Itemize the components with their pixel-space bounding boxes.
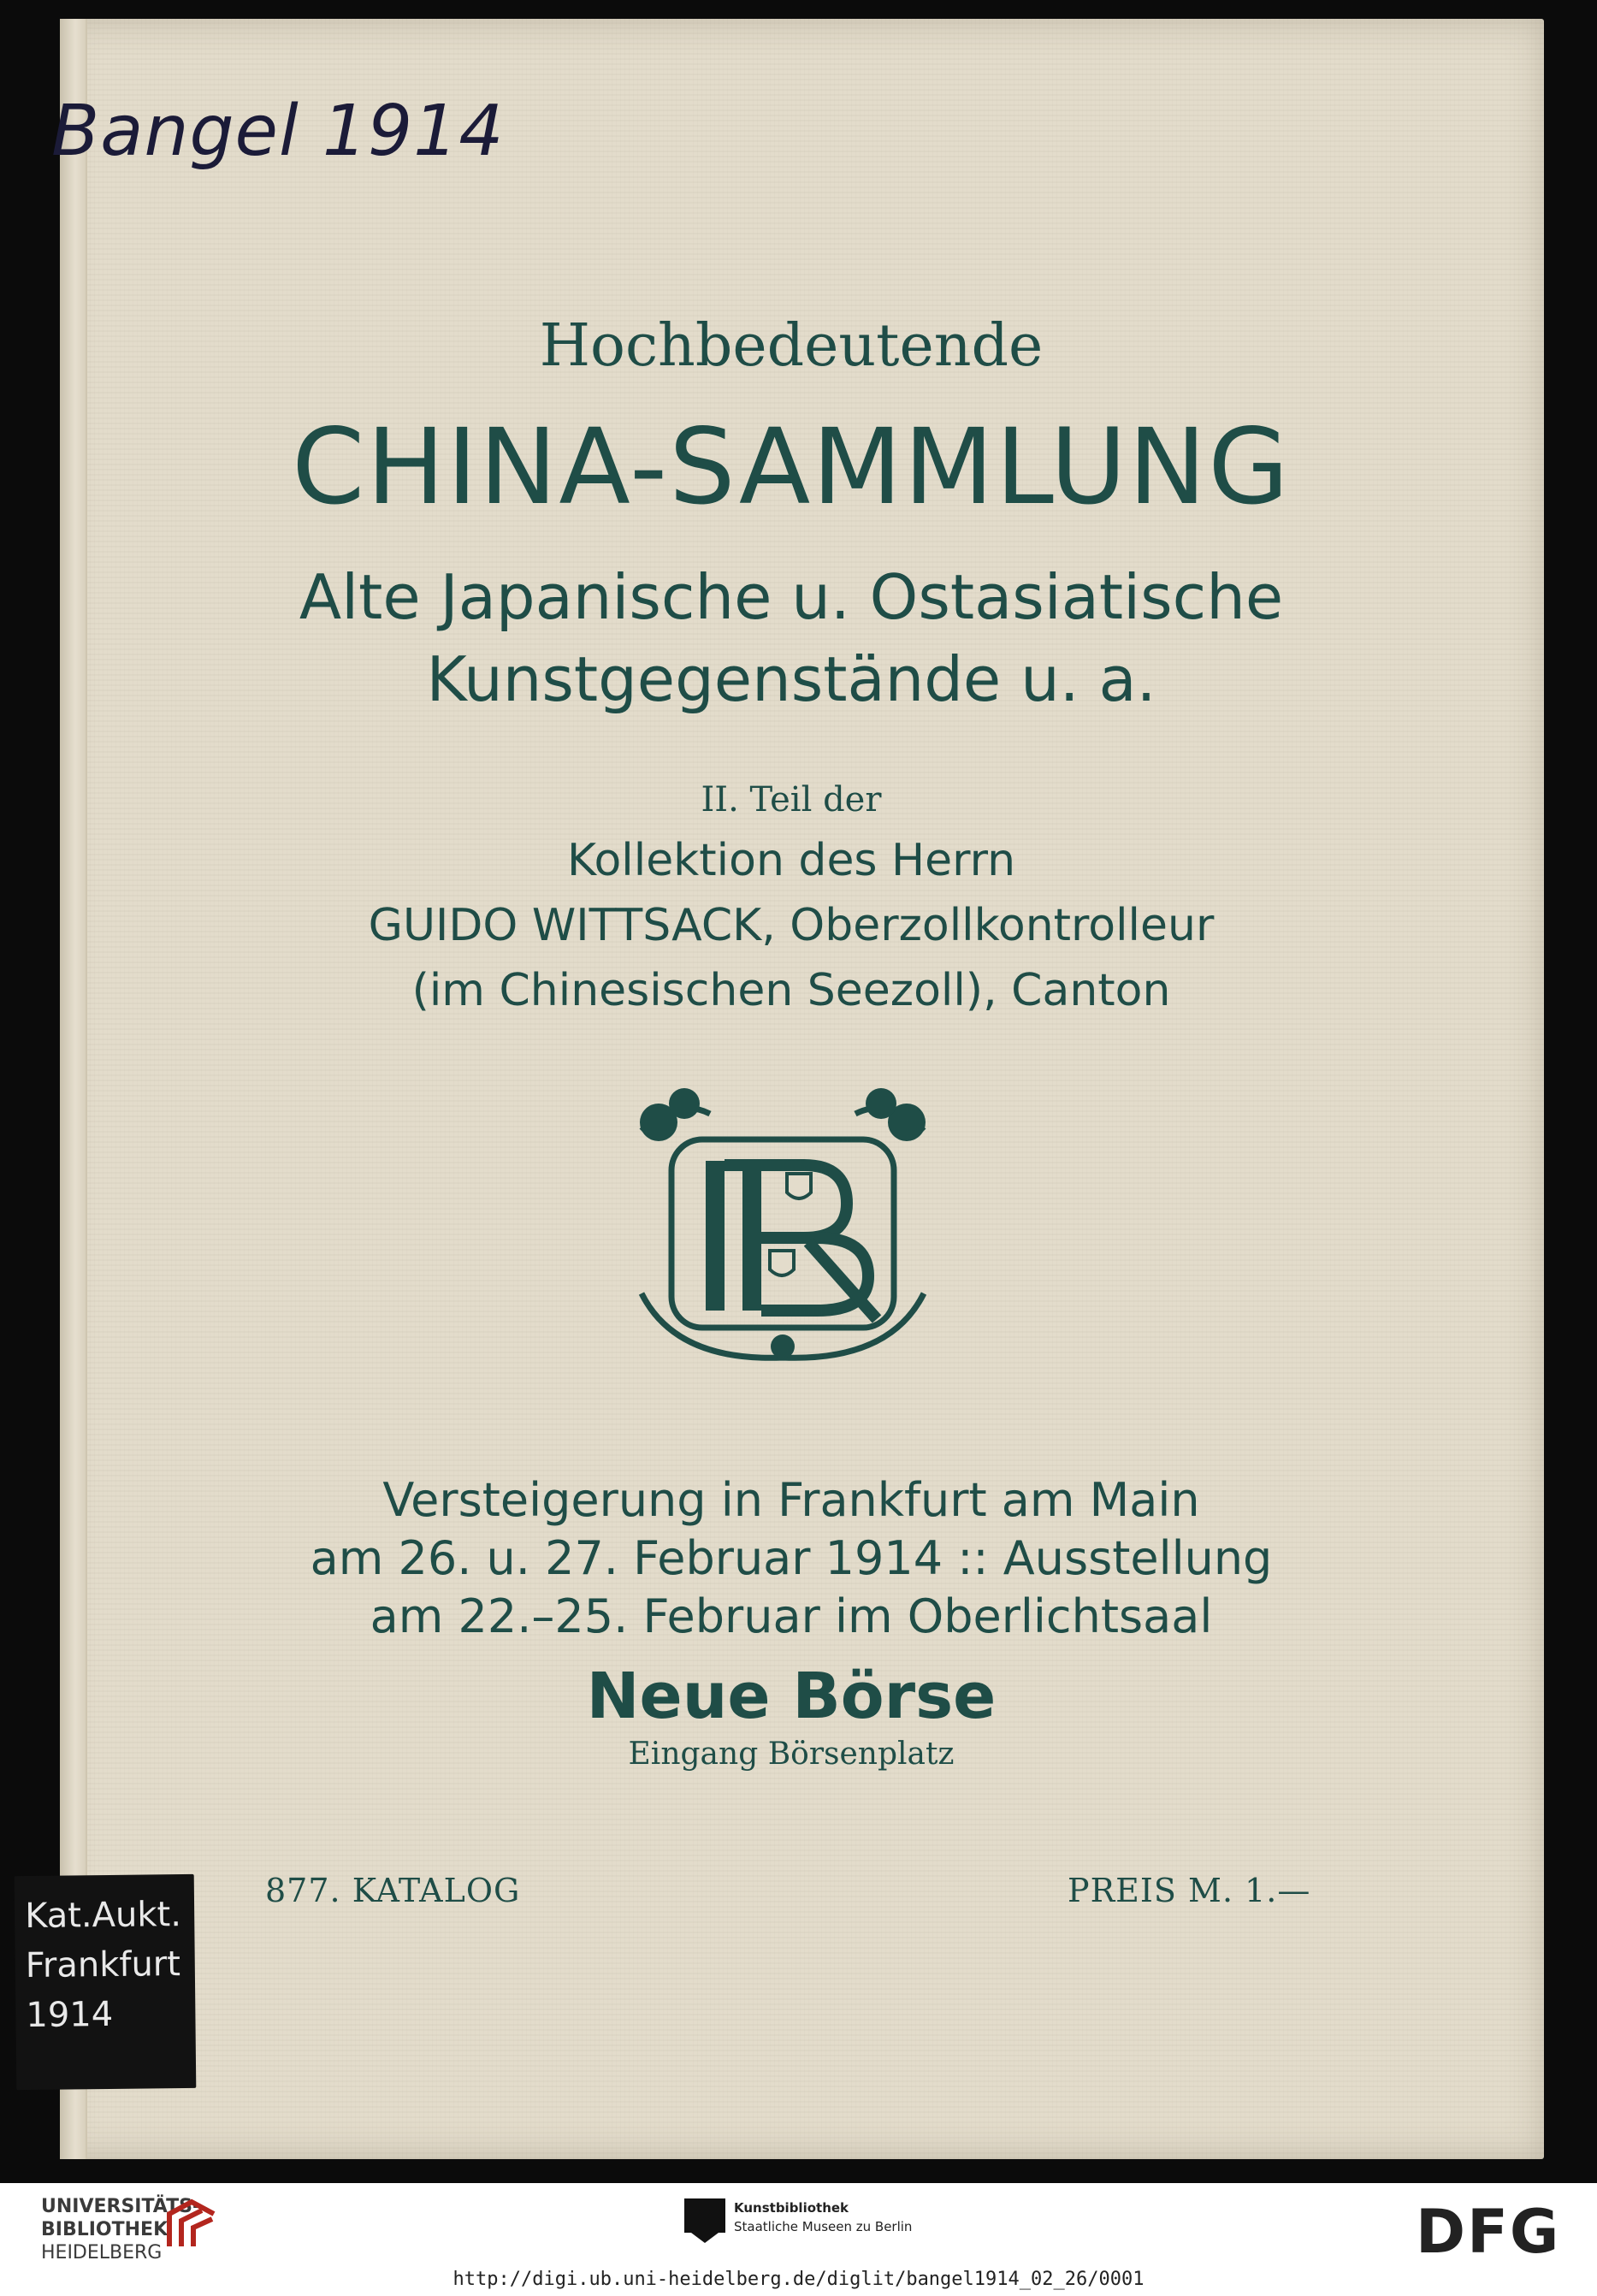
- collection-line-3: (im Chinesischen Seezoll), Canton: [411, 965, 1171, 1016]
- sticker-line-2: Frankfurt: [25, 1944, 181, 1985]
- ub-heidelberg-logo-icon: [161, 2195, 222, 2255]
- venue-entrance: Eingang Börsenplatz: [628, 1737, 955, 1772]
- venue-name: Neue Börse: [586, 1660, 997, 1733]
- cover-spine: [60, 19, 87, 2159]
- digitization-footer: [0, 2183, 1597, 2296]
- kb-line-2: Staatliche Museen zu Berlin: [734, 2219, 913, 2234]
- permalink-url[interactable]: http://digi.ub.uni-heidelberg.de/diglit/bangel1914_02_26/0001: [452, 2269, 1145, 2290]
- cover-heading-pre: Hochbedeutende: [539, 312, 1044, 380]
- auction-details: [214, 1471, 1369, 1646]
- sticker-line-1: Kat.Aukt.: [24, 1895, 182, 1936]
- sticker-line-3: 1914: [26, 1994, 114, 2035]
- auction-line-1: Versteigerung in Frankfurt am Main: [382, 1473, 1200, 1527]
- catalog-price: PREIS M. 1.—: [1068, 1872, 1311, 1909]
- ub-line-2: BIBLIOTHEK: [41, 2219, 169, 2240]
- cover-subtitle: [214, 556, 1369, 720]
- dfg-logo[interactable]: DFG: [1416, 2197, 1561, 2267]
- collection-owner-block: [214, 828, 1369, 1023]
- library-label-sticker: [15, 1874, 197, 2090]
- handwritten-shelf-mark: Bangel 1914: [51, 91, 505, 172]
- kunstbibliothek-logo-icon: [684, 2198, 725, 2243]
- kb-line-1: Kunstbibliothek: [734, 2200, 849, 2216]
- ub-line-3: HEIDELBERG: [41, 2242, 163, 2263]
- collection-line-1: Kollektion des Herrn: [566, 835, 1016, 886]
- catalog-number: 877. KATALOG: [265, 1872, 521, 1909]
- cover-main-title: CHINA-SAMMLUNG: [292, 406, 1291, 528]
- kunstbibliothek-logo-text[interactable]: [734, 2198, 912, 2236]
- publisher-monogram-logo: [624, 1080, 941, 1370]
- cover-part-label: II. Teil der: [701, 780, 882, 820]
- auction-line-2: am 26. u. 27. Februar 1914 :: Ausstellung: [310, 1531, 1273, 1585]
- collection-line-2: GUIDO WITTSACK, Oberzollkontrolleur: [368, 900, 1215, 951]
- cover-subtitle-line-2: Kunstgegenstände u. a.: [426, 643, 1156, 715]
- ub-line-1: UNIVERSITÄTS-: [41, 2196, 201, 2217]
- cover-subtitle-line-1: Alte Japanische u. Ostasiatische: [299, 561, 1284, 633]
- auction-line-3: am 22.–25. Februar im Oberlichtsaal: [370, 1589, 1213, 1643]
